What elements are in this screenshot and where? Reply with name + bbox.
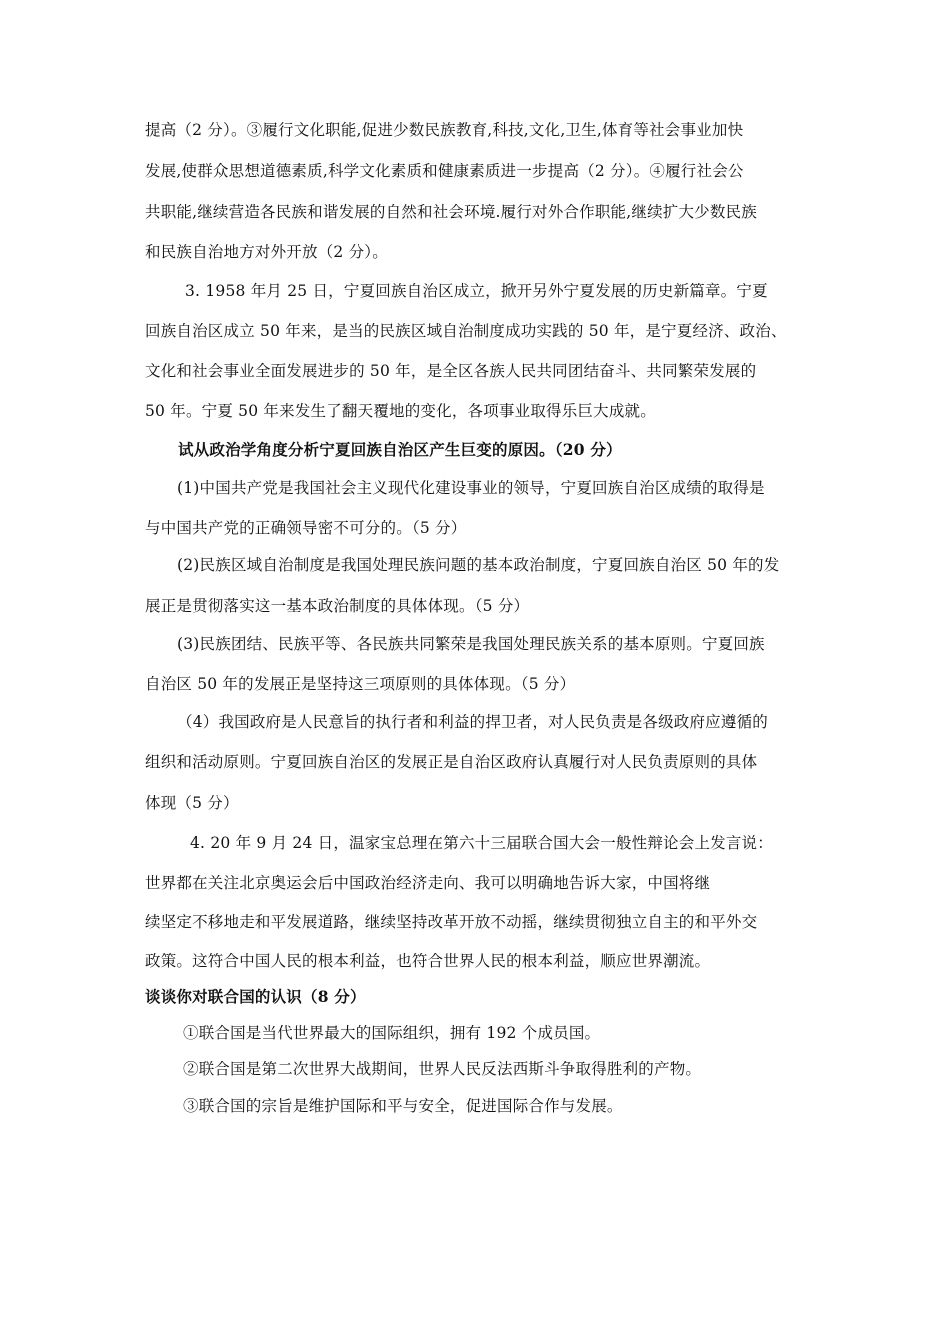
question-prompt: 谈谈你对联合国的认识（8 分）: [145, 987, 366, 1006]
question-prompt: 试从政治学角度分析宁夏回族自治区产生巨变的原因。（20 分）: [178, 440, 622, 459]
question-4-line: 4. 20 年 9 月 24 日，温家宝总理在第六十三届联合国大会一般性辩论会上发言说：: [190, 834, 773, 852]
text-line: 政策。这符合中国人民的根本利益，也符合世界人民的根本利益，顺应世界潮流。: [145, 952, 711, 970]
text-line: 提高（2 分）。③履行文化职能,促进少数民族教育,科技,文化,卫生,体育等社会事业加快: [145, 121, 744, 139]
text-line: 展正是贯彻落实这一基本政治制度的具体体现。（5 分）: [145, 597, 530, 615]
text-line: 50 年。宁夏 50 年来发生了翻天覆地的变化，各项事业取得乐巨大成就。: [145, 402, 656, 420]
list-item: ②联合国是第二次世界大战期间，世界人民反法西斯斗争取得胜利的产物。: [183, 1060, 702, 1078]
answer-point-4: （4）我国政府是人民意旨的执行者和利益的捍卫者，对人民负责是各级政府应遵循的: [177, 713, 768, 731]
answer-point-1: (1)中国共产党是我国社会主义现代化建设事业的领导，宁夏回族自治区成绩的取得是: [177, 479, 765, 497]
text-line: 共职能,继续营造各民族和谐发展的自然和社会环境.履行对外合作职能,继续扩大少数民族: [145, 203, 757, 221]
text-line: 体现（5 分）: [145, 794, 239, 812]
text-line: 和民族自治地方对外开放（2 分）。: [145, 243, 388, 261]
answer-point-3: (3)民族团结、民族平等、各民族共同繁荣是我国处理民族关系的基本原则。宁夏回族: [177, 635, 765, 653]
text-line: 续坚定不移地走和平发展道路，继续坚持改革开放不动摇，继续贯彻独立自主的和平外交: [145, 913, 758, 931]
text-line: 回族自治区成立 50 年来，是当的民族区域自治制度成功实践的 50 年，是宁夏经济、政治、: [145, 322, 787, 340]
text-line: 组织和活动原则。宁夏回族自治区的发展正是自治区政府认真履行对人民负责原则的具体: [145, 753, 758, 771]
text-line: 发展,使群众思想道德素质,科学文化素质和健康素质进一步提高（2 分）。④履行社会公: [145, 162, 744, 180]
text-line: 世界都在关注北京奥运会后中国政治经济走向、我可以明确地告诉大家，中国将继: [145, 874, 711, 892]
list-item: ①联合国是当代世界最大的国际组织，拥有 192 个成员国。: [183, 1024, 601, 1042]
text-line: 与中国共产党的正确领导密不可分的。（5 分）: [145, 519, 467, 537]
answer-point-2: (2)民族区域自治制度是我国处理民族问题的基本政治制度，宁夏回族自治区 50 年的发: [177, 556, 780, 574]
text-line: 文化和社会事业全面发展进步的 50 年，是全区各族人民共同团结奋斗、共同繁荣发展的: [145, 362, 757, 380]
text-line: 自治区 50 年的发展正是坚持这三项原则的具体体现。（5 分）: [145, 675, 576, 693]
list-item: ③联合国的宗旨是维护国际和平与安全，促进国际合作与发展。: [183, 1097, 623, 1115]
question-3-line: 3. 1958 年月 25 日，宁夏回族自治区成立，掀开另外宁夏发展的历史新篇章。宁夏: [185, 282, 768, 300]
